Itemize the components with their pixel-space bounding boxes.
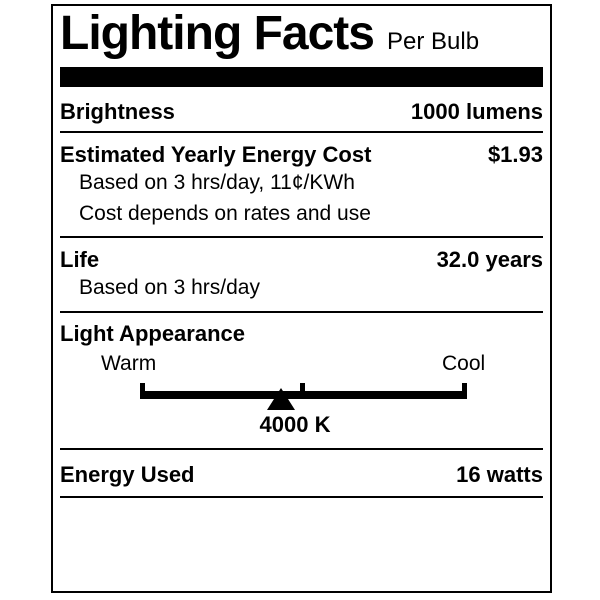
energy-cost-value: $1.93 [487, 142, 543, 167]
label-title: Lighting Facts [60, 7, 374, 60]
life-label: Life [60, 247, 100, 272]
row-energy-used [60, 463, 543, 487]
energy-cost-note-disclaimer: Cost depends on rates and use [79, 202, 371, 225]
label-blank-area [60, 498, 543, 591]
scale-left-end-tick [140, 383, 145, 399]
scale-warm-label: Warm [101, 352, 157, 375]
brightness-value: 1000 lumens [410, 99, 543, 124]
lighting-facts-label [51, 4, 552, 593]
energy-used-label: Energy Used [60, 462, 195, 487]
life-value: 32.0 years [436, 247, 543, 272]
row-brightness [60, 100, 543, 124]
light-appearance-label: Light Appearance [60, 321, 245, 346]
row-light-appearance [60, 322, 543, 346]
energy-used-value: 16 watts [456, 462, 543, 487]
label-subtitle: Per Bulb [386, 28, 480, 55]
scale-right-end-tick [462, 383, 467, 399]
energy-cost-label: Estimated Yearly Energy Cost [60, 142, 372, 167]
triangle-marker-icon [267, 388, 295, 410]
scale-midpoint-tick [300, 383, 305, 399]
section-light-appearance [60, 313, 543, 450]
row-energy-cost [60, 143, 543, 167]
section-life [60, 238, 543, 313]
color-temperature-value: 4000 K [259, 412, 331, 437]
label-header [60, 6, 543, 62]
color-temperature-scale [60, 346, 543, 448]
section-energy-cost [60, 133, 543, 238]
scale-cool-label: Cool [442, 352, 486, 375]
section-energy-used [60, 450, 543, 498]
header-separator-bar [60, 67, 543, 87]
energy-cost-note-basis: Based on 3 hrs/day, 11¢/KWh [79, 171, 355, 194]
brightness-label: Brightness [60, 99, 175, 124]
section-brightness [60, 87, 543, 133]
life-note-basis: Based on 3 hrs/day [79, 276, 260, 299]
row-life [60, 248, 543, 272]
